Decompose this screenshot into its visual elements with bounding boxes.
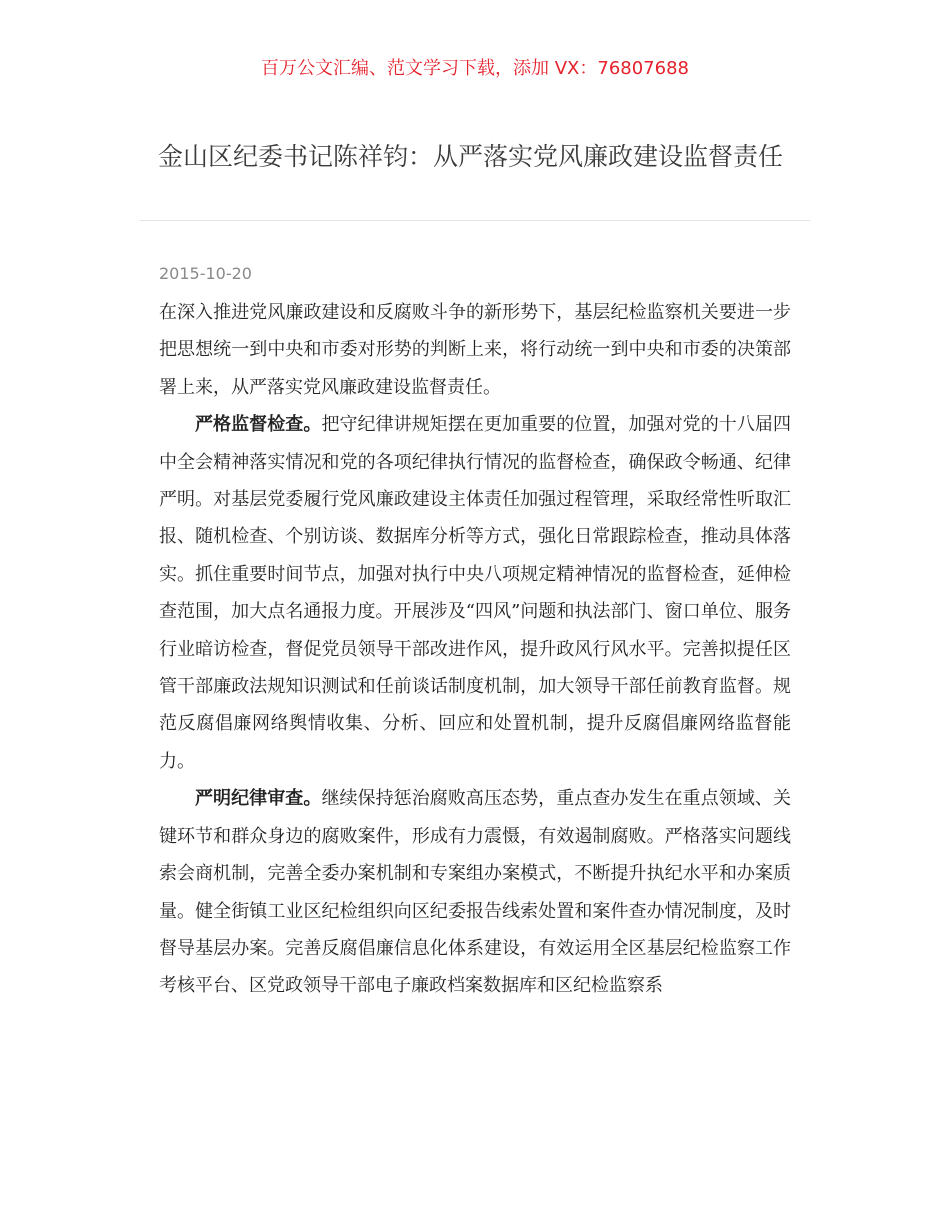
- paragraph-text: 把守纪律讲规矩摆在更加重要的位置，加强对党的十八届四中全会精神落实情况和党的各项纪律执行情况的监督检查，确保政令畅通、纪律严明。对基层党委履行党风廉政建设主体责任加强过程管理，采取经常性听取汇报、随机检查、个别访谈、数据库分析等方式，强化日常跟踪检查，推动具体落实。抓住重要时间节点，加强对执行中央八项规定精神情况的监督检查，延伸检查范围，加大点名通报力度。开展涉及“四风”问题和执法部门、窗口单位、服务行业暗访检查，督促党员领导干部改进作风，提升政风行风水平。完善拟提任区管干部廉政法规知识测试和任前谈话制度机制，加大领导干部任前教育监督。规范反腐倡廉网络舆情收集、分析、回应和处置机制，提升反腐倡廉网络监督能力。: [159, 414, 791, 772]
- article-title: 金山区纪委书记陈祥钧：从严落实党风廉政建设监督责任: [158, 142, 784, 171]
- article-body: [159, 294, 791, 1005]
- title-divider: [140, 220, 810, 221]
- banner-text: 百万公文汇编、范文学习下载，添加 VX：76807688: [261, 58, 689, 79]
- paragraph-lead: 严格监督检查。: [195, 414, 322, 436]
- paragraph-text: 在深入推进党风廉政建设和反腐败斗争的新形势下，基层纪检监察机关要进一步把思想统一到中央和市委对形势的判断上来，将行动统一到中央和市委的决策部署上来，从严落实党风廉政建设监督责任。: [159, 302, 791, 398]
- supervision-paragraph: [159, 406, 791, 780]
- discipline-paragraph: [159, 780, 791, 1004]
- publish-date: 2015-10-20: [159, 264, 252, 283]
- download-banner: [0, 56, 950, 82]
- intro-paragraph: [159, 294, 791, 406]
- paragraph-text: 继续保持惩治腐败高压态势，重点查办发生在重点领域、关键环节和群众身边的腐败案件，形成有力震慑，有效遏制腐败。严格落实问题线索会商机制，完善全委办案机制和专案组办案模式，不断提升执纪水平和办案质量。健全街镇工业区纪检组织向区纪委报告线索处置和案件查办情况制度，及时督导基层办案。完善反腐倡廉信息化体系建设，有效运用全区基层纪检监察工作考核平台、区党政领导干部电子廉政档案数据库和区纪检监察系: [159, 788, 791, 997]
- paragraph-lead: 严明纪律审查。: [195, 788, 322, 810]
